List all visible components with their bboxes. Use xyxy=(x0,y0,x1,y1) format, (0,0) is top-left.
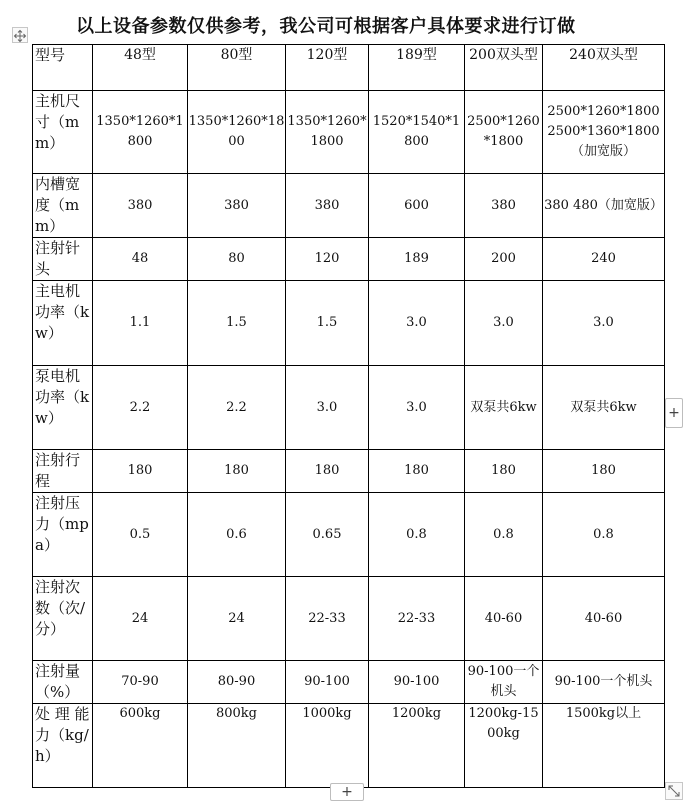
table-cell: 1520*1540*1800 xyxy=(369,91,465,174)
table-cell: 40-60 xyxy=(465,577,543,661)
table-cell: 1.5 xyxy=(188,281,286,366)
table-row-frequency xyxy=(33,577,665,661)
table-cell: 0.65 xyxy=(286,493,369,577)
table-cell: 双泵共6kw xyxy=(543,366,665,450)
table-cell: 1350*1260*1800 xyxy=(93,91,188,174)
row-label: 注射行程 xyxy=(33,450,93,493)
table-cell: 90-100一个机头 xyxy=(465,661,543,704)
row-label: 注射针头 xyxy=(33,238,93,281)
plus-icon: + xyxy=(668,405,680,421)
header-cell-48: 48型 xyxy=(93,45,188,91)
table-cell: 40-60 xyxy=(543,577,665,661)
table-cell: 600kg xyxy=(93,704,188,788)
table-header-row xyxy=(33,45,665,91)
table-cell: 90-100 xyxy=(369,661,465,704)
add-row-button[interactable] xyxy=(330,783,364,801)
table-cell: 2.2 xyxy=(93,366,188,450)
table-cell: 200 xyxy=(465,238,543,281)
row-label: 注射次数（次/分） xyxy=(33,577,93,661)
table-cell: 0.6 xyxy=(188,493,286,577)
table-cell: 90-100 xyxy=(286,661,369,704)
table-cell: 3.0 xyxy=(465,281,543,366)
row-label: 注射压力（mpa） xyxy=(33,493,93,577)
table-cell: 240 xyxy=(543,238,665,281)
table-cell: 3.0 xyxy=(369,366,465,450)
table-cell: 380 xyxy=(465,174,543,238)
row-label: 内槽宽度（mm） xyxy=(33,174,93,238)
table-cell: 180 xyxy=(188,450,286,493)
table-cell: 90-100一个机头 xyxy=(543,661,665,704)
table-cell: 600 xyxy=(369,174,465,238)
table-cell: 1.1 xyxy=(93,281,188,366)
row-label: 主电机功率（kw） xyxy=(33,281,93,366)
table-cell: 48 xyxy=(93,238,188,281)
table-cell: 380 xyxy=(188,174,286,238)
table-cell: 24 xyxy=(188,577,286,661)
cropped-previous-line xyxy=(74,0,374,5)
table-cell: 0.5 xyxy=(93,493,188,577)
table-cell: 2.2 xyxy=(188,366,286,450)
table-row-main-motor-power xyxy=(33,281,665,366)
table-cell: 2500*1260*1800 2500*1360*1800（加宽版） xyxy=(543,91,665,174)
table-cell: 380 xyxy=(286,174,369,238)
table-row-pump-motor-power xyxy=(33,366,665,450)
table-cell: 0.8 xyxy=(465,493,543,577)
table-row-stroke xyxy=(33,450,665,493)
table-cell: 180 xyxy=(369,450,465,493)
table-cell: 1500kg以上 xyxy=(543,704,665,788)
header-cell-200: 200双头型 xyxy=(465,45,543,91)
table-cell: 22-33 xyxy=(286,577,369,661)
table-cell: 22-33 xyxy=(369,577,465,661)
table-cell: 3.0 xyxy=(543,281,665,366)
row-label: 处 理 能 力（kg/h） xyxy=(33,704,93,788)
table-row-needles xyxy=(33,238,665,281)
table-cell: 0.8 xyxy=(369,493,465,577)
table-cell: 380 480（加宽版） xyxy=(543,174,665,238)
table-row-pressure xyxy=(33,493,665,577)
table-row-tank-width xyxy=(33,174,665,238)
row-label: 主机尺寸（mm） xyxy=(33,91,93,174)
row-label: 泵电机功率（kw） xyxy=(33,366,93,450)
table-cell: 1200kg xyxy=(369,704,465,788)
equipment-spec-table xyxy=(32,44,665,788)
table-cell: 双泵共6kw xyxy=(465,366,543,450)
table-cell: 180 xyxy=(543,450,665,493)
table-cell: 3.0 xyxy=(369,281,465,366)
table-move-handle[interactable] xyxy=(12,27,28,43)
table-row-host-size xyxy=(33,91,665,174)
table-cell: 180 xyxy=(465,450,543,493)
table-row-capacity xyxy=(33,704,665,788)
table-cell: 189 xyxy=(369,238,465,281)
table-cell: 1200kg-1500kg xyxy=(465,704,543,788)
table-cell: 1.5 xyxy=(286,281,369,366)
row-label: 注射量（%） xyxy=(33,661,93,704)
table-row-volume xyxy=(33,661,665,704)
table-cell: 1350*1260*1800 xyxy=(286,91,369,174)
plus-icon: + xyxy=(341,784,353,800)
resize-diagonal-icon xyxy=(666,783,682,799)
table-cell: 80 xyxy=(188,238,286,281)
table-resize-handle[interactable] xyxy=(665,782,683,800)
table-cell: 120 xyxy=(286,238,369,281)
table-cell: 0.8 xyxy=(543,493,665,577)
table-cell: 70-90 xyxy=(93,661,188,704)
page-heading: 以上设备参数仅供参考，我公司可根据客户具体要求进行订做 xyxy=(76,16,576,37)
table-cell: 3.0 xyxy=(286,366,369,450)
table-cell: 24 xyxy=(93,577,188,661)
header-cell-240: 240双头型 xyxy=(543,45,665,91)
move-arrows-icon xyxy=(13,29,27,43)
table-cell: 180 xyxy=(286,450,369,493)
table-cell: 380 xyxy=(93,174,188,238)
table-cell: 800kg xyxy=(188,704,286,788)
table-cell: 180 xyxy=(93,450,188,493)
header-cell-80: 80型 xyxy=(188,45,286,91)
table-cell: 1000kg xyxy=(286,704,369,788)
header-cell-model: 型号 xyxy=(33,45,93,91)
add-column-button[interactable] xyxy=(665,398,683,428)
header-cell-189: 189型 xyxy=(369,45,465,91)
table-cell: 2500*1260*1800 xyxy=(465,91,543,174)
table-cell: 1350*1260*1800 xyxy=(188,91,286,174)
table-cell: 80-90 xyxy=(188,661,286,704)
header-cell-120: 120型 xyxy=(286,45,369,91)
